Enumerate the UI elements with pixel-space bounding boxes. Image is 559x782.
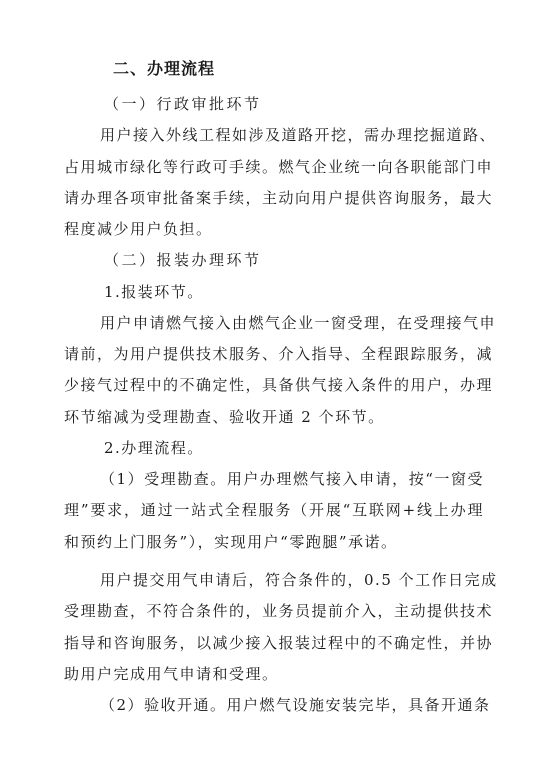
paragraph-line: （1）受理勘查。用户办理燃气接入申请，按“一窗受 <box>100 470 484 488</box>
list-item-heading: 2.办理流程。 <box>104 439 204 457</box>
paragraph-line: 少接气过程中的不确定性，具备供气接入条件的用户，办理 <box>64 376 494 394</box>
paragraph-line: 用户申请燃气接入由燃气企业一窗受理，在受理接气申 <box>100 314 497 332</box>
section-heading: 二、办理流程 <box>113 59 216 78</box>
paragraph-line: 用户接入外线工程如涉及道路开挖，需办理挖掘道路、 <box>100 126 497 144</box>
paragraph-line: 环节缩减为受理勘查、验收开通 2 个环节。 <box>64 408 385 426</box>
paragraph-line: 理”要求，通过一站式全程服务（开展“互联网+线上办理 <box>64 501 484 519</box>
paragraph-line: 助用户完成用气申请和受理。 <box>64 665 279 683</box>
paragraph-line: 程度减少用户负担。 <box>64 220 213 238</box>
subsection-title-admin-approval: （一）行政审批环节 <box>104 95 262 113</box>
paragraph-line: （2）验收开通。用户燃气设施安装完毕，具备开通条 <box>100 696 491 714</box>
paragraph-line: 占用城市绿化等行政可手续。燃气企业统一向各职能部门申 <box>64 158 494 176</box>
paragraph-line: 和预约上门服务”），实现用户“零跑腿”承诺。 <box>64 533 398 551</box>
paragraph-line: 用户提交用气申请后，符合条件的，0.5 个工作日完成 <box>100 571 498 589</box>
list-item-heading: 1.报装环节。 <box>104 283 204 301</box>
paragraph-line: 请前，为用户提供技术服务、介入指导、全程跟踪服务，减 <box>64 345 494 363</box>
paragraph-line: 指导和咨询服务，以减少接入报装过程中的不确定性，并协 <box>64 634 494 652</box>
paragraph-line: 受理勘查，不符合条件的，业务员提前介入，主动提供技术 <box>64 602 494 620</box>
paragraph-line: 请办理各项审批备案手续，主动向用户提供咨询服务，最大 <box>64 189 494 207</box>
subsection-title-application: （二）报装办理环节 <box>104 251 262 269</box>
